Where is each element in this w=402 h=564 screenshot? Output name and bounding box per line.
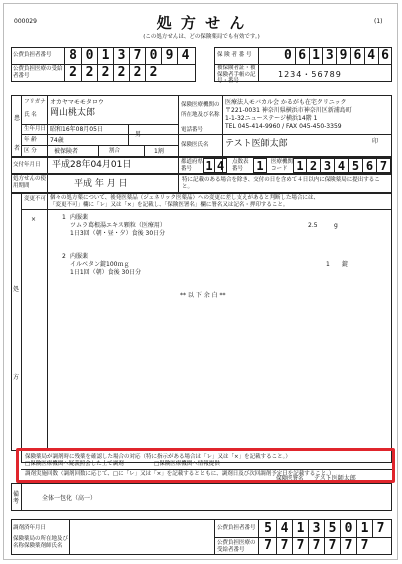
patient-category: 被保険者 xyxy=(54,148,79,155)
insurer-number-label: 保 険 者 番 号 xyxy=(217,52,252,58)
recipient-number-digit: 2 xyxy=(81,65,97,81)
public-payer-number-digit: 4 xyxy=(177,48,193,64)
item-2-number: 2 xyxy=(62,253,66,260)
insurer-number-digit: 6 xyxy=(378,48,392,64)
institution-code-digit: 6 xyxy=(363,158,377,173)
item-1-dose: 2.5 xyxy=(308,222,318,229)
card-label: 被保険者証・被保険者手帳の記号・番号 xyxy=(217,65,256,84)
patient-furigana: オカヤマモモタロウ xyxy=(50,99,104,106)
patient-name: 岡山桃太郎 xyxy=(50,108,96,118)
item-2-drug: イルベタン錠100ｍｇ xyxy=(70,261,130,268)
footer-public-payer-number-digit: 5 xyxy=(324,520,340,537)
issue-date-label: 交付年月日 xyxy=(13,162,41,168)
institution-code-digit: 4 xyxy=(335,158,349,173)
footer-recipient-number-digit: 7 xyxy=(340,538,356,554)
recipient-number-digit: 2 xyxy=(69,65,77,80)
insurer-number xyxy=(281,48,391,64)
code-label: 医療機関コード xyxy=(271,159,294,172)
recipient-number-digit: 2 xyxy=(97,65,113,81)
footer-public-payer-number-digit: 7 xyxy=(372,520,388,537)
score-label: 点数表番号 xyxy=(232,159,249,172)
insurer-number-digit: 3 xyxy=(322,48,336,64)
insurer-number-digit: 0 xyxy=(283,48,292,63)
patient-section-label: 患者 xyxy=(14,115,21,152)
pharmacy-note-line-1: 保険薬局が調剤時に残薬を確認した場合の対応（特に指示がある場合は「レ」又は「×」を記載すること。） xyxy=(25,454,291,460)
pref-number-digit: 4 xyxy=(215,158,227,173)
patient-dob: 昭和16年08月05日 xyxy=(50,126,103,133)
public-payer-number-digit: 7 xyxy=(129,48,145,64)
seal-mark: 印 xyxy=(372,138,379,145)
footer-public-payer-number-digit: 0 xyxy=(340,520,356,537)
public-payer-number-digit: 3 xyxy=(113,48,129,64)
remarks-text: 全体一包化（高一） xyxy=(42,495,97,502)
institution-address-2: 1-1-32ニューステージ横浜14階 1 xyxy=(225,115,318,122)
issue-date: 平成28年04月01日 xyxy=(52,160,132,170)
footer-public-payer-number-digit: 1 xyxy=(356,520,372,537)
form-number: 000029 xyxy=(14,18,37,25)
category-label: 区 分 xyxy=(24,148,37,154)
ratio-label: 割合 xyxy=(109,148,121,154)
institution-code-digit: 1 xyxy=(293,158,307,173)
pref-label: 都道府県番号 xyxy=(181,159,204,172)
item-2-type: 内服薬 xyxy=(70,253,89,260)
institution-tel: TEL 045-414-9960 / FAX 045-450-3359 xyxy=(225,123,342,130)
recipient-number-digit: 2 xyxy=(129,65,145,81)
footer-recipient-number-digit: 7 xyxy=(264,538,272,553)
name-label: 氏 名 xyxy=(24,112,37,118)
remarks-label: 備考 xyxy=(13,491,20,505)
footer-public-payer-number-digit: 4 xyxy=(276,520,292,537)
prescription-label-2: 方 xyxy=(13,374,20,381)
validity-note: 特に記載のある場合を除き、交付の日を含めて４日以内に保険薬局に提出すること。 xyxy=(182,177,380,190)
highlight-annotation xyxy=(16,448,395,483)
score-number xyxy=(253,158,267,173)
public-payer-number-digit: 0 xyxy=(81,48,97,64)
dispense-date-label: 調剤済年月日 xyxy=(13,525,47,531)
footer-recipient-number xyxy=(260,538,372,554)
age-label: 年 齢 xyxy=(24,137,37,143)
prescription-end-marker: ** 以 下 余 白 ** xyxy=(180,292,226,299)
public-payer-number-digit: 8 xyxy=(69,48,77,63)
prescription-box xyxy=(11,193,392,451)
form-title: 処 方 せ ん xyxy=(156,14,247,32)
pharmacy-note-line-3: 調剤実施回数（調剤回数に応じて、□に「レ」又は「×」を記載するとともに、調剤日及び次回調剤予定日を記載すること。） xyxy=(25,471,335,477)
public-payer-number-digit: 0 xyxy=(145,48,161,64)
no-substitution-mark: × xyxy=(31,216,37,223)
recipient-number-digit: 2 xyxy=(145,65,161,81)
item-1-unit: g xyxy=(334,222,338,229)
footer-public-payer-number-digit: 5 xyxy=(264,521,272,536)
phone-label: 電話番号 xyxy=(181,127,204,133)
doctor-name: テスト医師太郎 xyxy=(225,139,288,149)
item-2-unit: 錠 xyxy=(342,261,349,268)
prescription-label-1: 処 xyxy=(13,286,20,293)
insurer-number-digit: 4 xyxy=(364,48,378,64)
item-1-usage: 1日3回（朝・昼・夕）食後 30日分 xyxy=(70,230,166,237)
form-subtitle: (この処方せんは、どの保険薬局でも有効です。) xyxy=(143,34,260,40)
pref-number-digit: 1 xyxy=(203,158,215,173)
card-value: 1234・56789 xyxy=(278,70,342,79)
insurer-number-digit: 9 xyxy=(336,48,350,64)
score-number-digit: 1 xyxy=(253,158,267,173)
prescription-note-2: 「変更不可」欄に「レ」又は「×」を記載し、「保険医署名」欄に署名又は記名・押印すること。 xyxy=(50,202,289,208)
footer-recipient-number-digit: 7 xyxy=(356,538,372,554)
recipient-label: 公費負担医療の受給者番号 xyxy=(13,66,63,79)
item-2-usage: 1日1回（朝）食後 30日分 xyxy=(70,269,142,276)
recipient-number xyxy=(65,65,161,81)
footer-recipient-number-digit: 7 xyxy=(292,538,308,554)
footer-recipient-number-digit: 7 xyxy=(276,538,292,554)
pharmacy-note-option-1: □保険医療機関へ疑義照会した上で調剤 xyxy=(25,461,124,467)
change-not-allowed-label: 変更不可 xyxy=(24,196,47,202)
footer-public-payer-label: 公費負担者番号 xyxy=(217,525,256,531)
institution-code xyxy=(293,158,391,173)
institution-code-digit: 2 xyxy=(307,158,321,173)
institution-address-1: 〒221-0031 神奈川県横浜市神奈川区新浦島町 xyxy=(225,107,352,114)
validity-label: 処方せんの使用期間 xyxy=(13,176,47,189)
patient-ratio: 1割 xyxy=(154,148,164,155)
item-1-type: 内服薬 xyxy=(70,214,89,221)
doctor-label: 保険医氏名 xyxy=(181,142,209,148)
institution-code-digit: 7 xyxy=(377,158,391,173)
validity-value: 平成 年 月 日 xyxy=(74,179,128,189)
footer-recipient-number-digit: 7 xyxy=(308,538,324,554)
recipient-number-digit: 2 xyxy=(113,65,129,81)
institution-name: 医療法人モバカル会 かるがも在宅クリニック xyxy=(225,99,347,106)
institution-code-digit: 5 xyxy=(349,158,363,173)
public-payer-number xyxy=(65,48,193,64)
item-2-dose: 1 xyxy=(326,261,330,268)
insurer-number-digit: 6 xyxy=(350,48,364,64)
doctor-sign-name: テスト医師太郎 xyxy=(314,475,356,482)
patient-age: 74歳 xyxy=(50,137,64,144)
doctor-sign-label: 保険医署名 xyxy=(276,476,304,482)
insurer-number-digit: 1 xyxy=(309,48,323,64)
footer-public-payer-number xyxy=(260,520,388,537)
footer-public-payer-number-digit: 3 xyxy=(308,520,324,537)
public-payer-label: 公費負担者番号 xyxy=(13,52,52,58)
page-indicator: (1) xyxy=(374,18,383,25)
public-payer-number-digit: 9 xyxy=(161,48,177,64)
dob-label: 生年月日 xyxy=(24,126,47,132)
institution-code-digit: 3 xyxy=(321,158,335,173)
institution-location-label: 保険医療機関の所在地及び名称 xyxy=(181,102,220,118)
prescription-note-1: 個々の処方薬について、後発医薬品（ジェネリック医薬品）への変更に差し支えがあると判断した場合には、 xyxy=(50,195,319,201)
pharmacy-note-option-2: □保険医療機関へ情報提供 xyxy=(154,461,220,467)
footer-public-payer-number-digit: 1 xyxy=(292,520,308,537)
footer-recipient-number-digit: 7 xyxy=(324,538,340,554)
footer-recipient-label: 公費負担医療の受給者番号 xyxy=(217,540,256,553)
item-1-number: 1 xyxy=(62,214,66,221)
prescription-form xyxy=(3,3,398,560)
patient-sex: 男 xyxy=(135,131,142,138)
pharmacy-label: 保険薬局の所在地及び名称保険薬剤師氏名 xyxy=(13,536,69,549)
furigana-label: フリガナ xyxy=(24,99,46,105)
insurer-number-digit: 6 xyxy=(295,48,309,64)
pref-number xyxy=(203,158,227,173)
item-1-drug: ツムラ葛根湯エキス顆粒（医療用） xyxy=(70,222,166,229)
public-payer-number-digit: 1 xyxy=(97,48,113,64)
